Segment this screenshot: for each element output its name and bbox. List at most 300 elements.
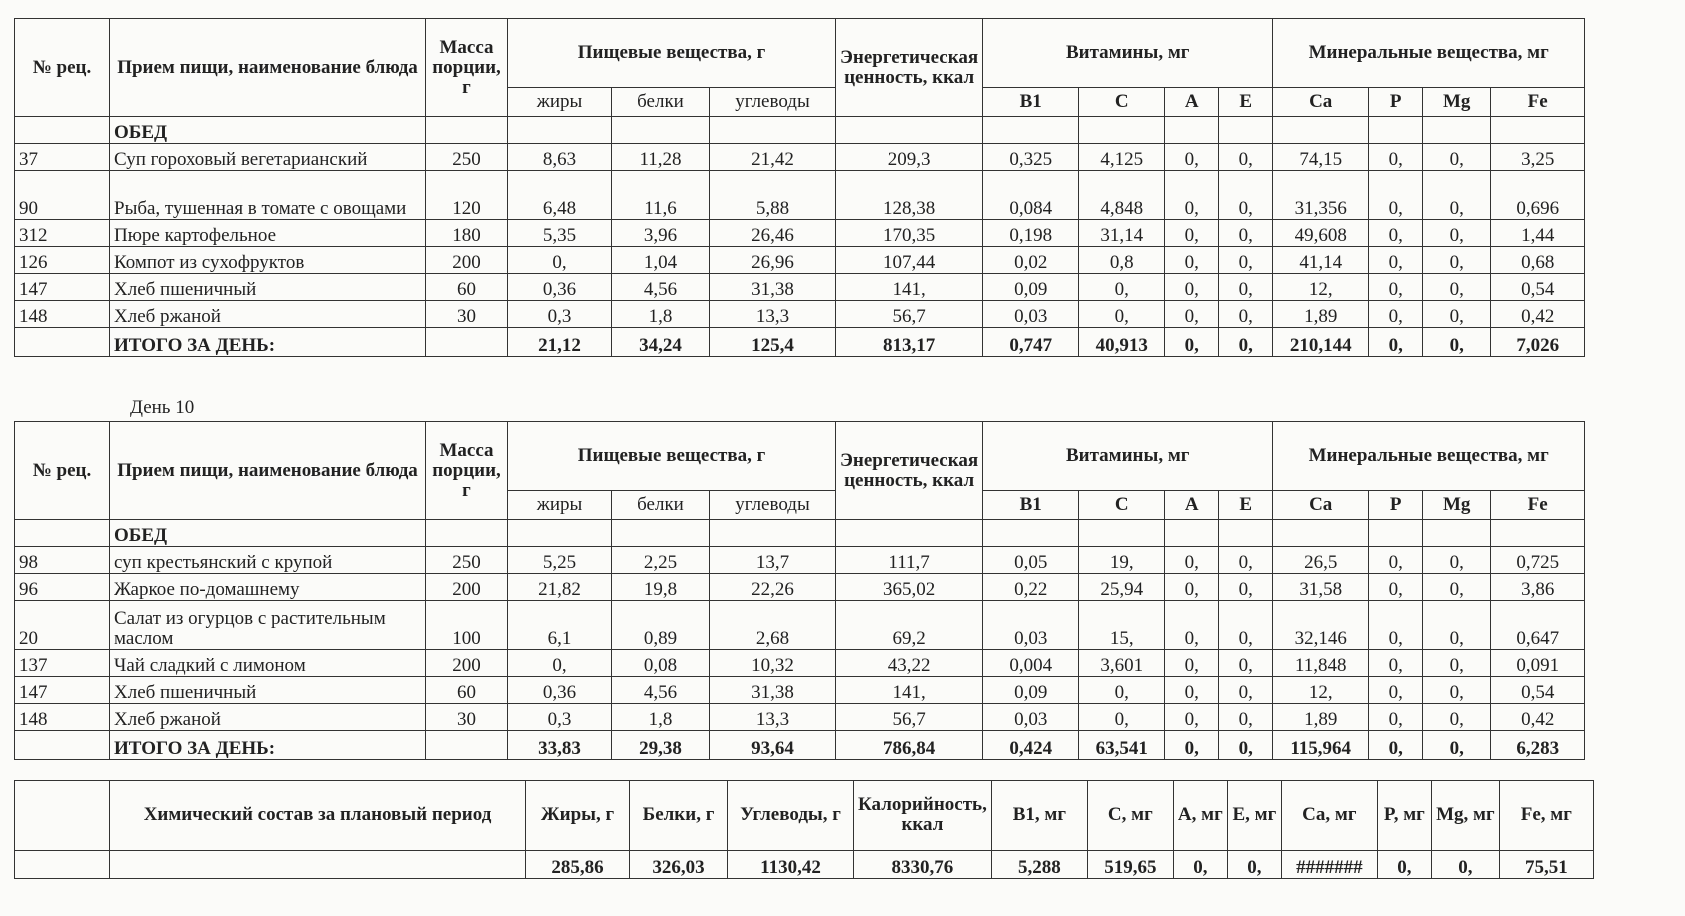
header-protein: белки: [612, 491, 710, 520]
header-energy: Энергетическая ценность, ккал: [836, 422, 983, 520]
cell: 141,: [836, 274, 983, 301]
header-p: P: [1369, 491, 1423, 520]
cell: 3,96: [612, 220, 710, 247]
table-row: [15, 247, 1585, 274]
section-blank: [15, 117, 110, 144]
cell: 3,86: [1491, 574, 1585, 601]
cell: Салат из огурцов с растительным маслом: [110, 601, 426, 650]
section-blank: [426, 117, 508, 144]
cell: 0,: [1219, 574, 1273, 601]
cell: 365,02: [836, 574, 983, 601]
cell: 0,091: [1491, 650, 1585, 677]
cell: 0,36: [508, 677, 612, 704]
cell: 0,004: [983, 650, 1079, 677]
cell: 0,: [1369, 301, 1423, 328]
cell: 4,56: [612, 677, 710, 704]
table-row: [15, 601, 1585, 650]
cell: 3,601: [1079, 650, 1165, 677]
summary-header: Mg, мг: [1431, 780, 1499, 850]
cell: 13,3: [710, 704, 836, 731]
header-mg: Mg: [1423, 491, 1491, 520]
header-protein: белки: [612, 88, 710, 117]
cell: 148: [15, 704, 110, 731]
summary-value: 519,65: [1087, 850, 1173, 878]
cell: 13,7: [710, 547, 836, 574]
header-carbs: углеводы: [710, 491, 836, 520]
total-cell: 29,38: [612, 731, 710, 760]
cell: 31,58: [1273, 574, 1369, 601]
header-ca: Ca: [1273, 88, 1369, 117]
cell: 0,: [1369, 144, 1423, 171]
cell: 0,: [1165, 220, 1219, 247]
total-cell: 0,747: [983, 328, 1079, 357]
header-meal: Прием пищи, наименование блюда: [110, 19, 426, 117]
cell: 148: [15, 301, 110, 328]
table-row: [15, 704, 1585, 731]
section-blank: [1369, 117, 1423, 144]
section-label: ОБЕД: [110, 117, 426, 144]
cell: 100: [426, 601, 508, 650]
cell: 31,14: [1079, 220, 1165, 247]
spacer: [15, 770, 1594, 780]
cell: 6,1: [508, 601, 612, 650]
cell: 1,89: [1273, 704, 1369, 731]
cell: суп крестьянский с крупой: [110, 547, 426, 574]
cell: 170,35: [836, 220, 983, 247]
cell: 0,: [1423, 704, 1491, 731]
cell: 2,25: [612, 547, 710, 574]
header-minerals: Минеральные вещества, мг: [1273, 19, 1585, 88]
cell: 0,198: [983, 220, 1079, 247]
total-cell: 786,84: [836, 731, 983, 760]
total-cell: 125,4: [710, 328, 836, 357]
summary-value: 0,: [1173, 850, 1227, 878]
header-a: A: [1165, 491, 1219, 520]
cell: 0,725: [1491, 547, 1585, 574]
header-fe: Fe: [1491, 491, 1585, 520]
cell: 0,: [1369, 274, 1423, 301]
cell: 0,: [1165, 574, 1219, 601]
summary-header: A, мг: [1173, 780, 1227, 850]
summary-header: Углеводы, г: [728, 780, 854, 850]
cell: 0,08: [612, 650, 710, 677]
summary-blank: [15, 850, 110, 878]
cell: Хлеб пшеничный: [110, 677, 426, 704]
table-row: [15, 574, 1585, 601]
header-a: A: [1165, 88, 1219, 117]
cell: 0,: [1369, 171, 1423, 220]
cell: 0,: [1369, 677, 1423, 704]
cell: 0,: [1219, 547, 1273, 574]
section-blank: [836, 520, 983, 547]
cell: 12,: [1273, 677, 1369, 704]
header-c: C: [1079, 88, 1165, 117]
cell: 200: [426, 574, 508, 601]
summary-blank: [15, 780, 110, 850]
section-blank: [710, 117, 836, 144]
cell: 0,: [1369, 601, 1423, 650]
total-cell: 115,964: [1273, 731, 1369, 760]
cell: 128,38: [836, 171, 983, 220]
cell: 0,22: [983, 574, 1079, 601]
section-blank: [1369, 520, 1423, 547]
cell: 98: [15, 547, 110, 574]
cell: 26,5: [1273, 547, 1369, 574]
cell: 0,54: [1491, 677, 1585, 704]
total-label: ИТОГО ЗА ДЕНЬ:: [110, 731, 426, 760]
total-cell: 63,541: [1079, 731, 1165, 760]
header-mg: Mg: [1423, 88, 1491, 117]
cell: 137: [15, 650, 110, 677]
header-vitamins: Витамины, мг: [983, 422, 1273, 491]
table-row: [15, 301, 1585, 328]
day-label: День 10: [130, 397, 195, 418]
cell: 141,: [836, 677, 983, 704]
cell: 26,96: [710, 247, 836, 274]
table-row: [15, 274, 1585, 301]
cell: 0,325: [983, 144, 1079, 171]
total-row: [15, 731, 1585, 760]
header-b1: B1: [983, 88, 1079, 117]
cell: 19,: [1079, 547, 1165, 574]
summary-value: 0,: [1431, 850, 1499, 878]
summary-value: #######: [1281, 850, 1377, 878]
total-blank: [15, 328, 110, 357]
cell: 0,89: [612, 601, 710, 650]
cell: 26,46: [710, 220, 836, 247]
cell: 30: [426, 704, 508, 731]
cell: 19,8: [612, 574, 710, 601]
cell: 0,: [1219, 601, 1273, 650]
cell: 0,8: [1079, 247, 1165, 274]
cell: 200: [426, 650, 508, 677]
cell: 1,89: [1273, 301, 1369, 328]
header-e: E: [1219, 88, 1273, 117]
total-cell: 0,: [1219, 731, 1273, 760]
header-energy: Энергетическая ценность, ккал: [836, 19, 983, 117]
cell: 0,: [1219, 220, 1273, 247]
total-cell: 93,64: [710, 731, 836, 760]
total-cell: 0,: [1369, 731, 1423, 760]
cell: 60: [426, 274, 508, 301]
cell: Компот из сухофруктов: [110, 247, 426, 274]
summary-grid: [14, 770, 1594, 879]
table2-grid: [14, 421, 1585, 760]
cell: 20: [15, 601, 110, 650]
total-cell: 0,: [1369, 328, 1423, 357]
section-blank: [1165, 117, 1219, 144]
cell: 0,: [1369, 547, 1423, 574]
cell: 0,: [1423, 301, 1491, 328]
table-row: [15, 144, 1585, 171]
summary-title: Химический состав за плановый период: [110, 780, 526, 850]
section-blank: [1165, 520, 1219, 547]
cell: 0,: [1423, 220, 1491, 247]
cell: 0,: [1423, 547, 1491, 574]
header-vitamins: Витамины, мг: [983, 19, 1273, 88]
cell: 0,: [1219, 274, 1273, 301]
header-fat: жиры: [508, 491, 612, 520]
cell: 0,: [1079, 301, 1165, 328]
cell: Хлеб пшеничный: [110, 274, 426, 301]
cell: 250: [426, 144, 508, 171]
total-blank: [15, 731, 110, 760]
cell: 0,09: [983, 677, 1079, 704]
cell: 0,3: [508, 301, 612, 328]
cell: 0,: [1165, 601, 1219, 650]
cell: 11,6: [612, 171, 710, 220]
cell: 0,: [1219, 144, 1273, 171]
cell: 56,7: [836, 704, 983, 731]
cell: 41,14: [1273, 247, 1369, 274]
section-label: ОБЕД: [110, 520, 426, 547]
cell: 120: [426, 171, 508, 220]
cell: 0,: [1219, 301, 1273, 328]
cell: Хлеб ржаной: [110, 704, 426, 731]
total-cell: 0,424: [983, 731, 1079, 760]
cell: Суп гороховый вегетарианский: [110, 144, 426, 171]
cell: 0,03: [983, 301, 1079, 328]
header-mass: Масса порции, г: [426, 422, 508, 520]
total-blank: [426, 731, 508, 760]
cell: 0,: [1423, 144, 1491, 171]
cell: 43,22: [836, 650, 983, 677]
total-blank: [426, 328, 508, 357]
cell: 0,02: [983, 247, 1079, 274]
table1-grid: [14, 18, 1585, 357]
summary-value: 285,86: [526, 850, 630, 878]
section-blank: [1423, 520, 1491, 547]
cell: 0,: [1423, 574, 1491, 601]
section-blank: [612, 520, 710, 547]
cell: 0,3: [508, 704, 612, 731]
total-cell: 210,144: [1273, 328, 1369, 357]
cell: 0,: [1423, 171, 1491, 220]
summary-header: Белки, г: [630, 780, 728, 850]
summary-value: 0,: [1227, 850, 1281, 878]
cell: Хлеб ржаной: [110, 301, 426, 328]
cell: 0,: [1219, 677, 1273, 704]
cell: 0,03: [983, 704, 1079, 731]
cell: 1,44: [1491, 220, 1585, 247]
header-fe: Fe: [1491, 88, 1585, 117]
cell: 107,44: [836, 247, 983, 274]
cell: 1,04: [612, 247, 710, 274]
cell: 0,: [1219, 704, 1273, 731]
header-rec: № рец.: [15, 422, 110, 520]
cell: 37: [15, 144, 110, 171]
cell: 15,: [1079, 601, 1165, 650]
cell: 0,05: [983, 547, 1079, 574]
cell: 147: [15, 677, 110, 704]
cell: 0,: [1165, 171, 1219, 220]
cell: 0,42: [1491, 301, 1585, 328]
cell: 0,: [1219, 650, 1273, 677]
table-row: [15, 650, 1585, 677]
table-row: [15, 547, 1585, 574]
cell: 31,38: [710, 677, 836, 704]
cell: 0,: [1165, 547, 1219, 574]
total-cell: 40,913: [1079, 328, 1165, 357]
cell: 0,: [1369, 220, 1423, 247]
cell: 0,: [1219, 171, 1273, 220]
table-row: [15, 220, 1585, 247]
total-cell: 34,24: [612, 328, 710, 357]
total-cell: 21,12: [508, 328, 612, 357]
section-blank: [983, 117, 1079, 144]
cell: 209,3: [836, 144, 983, 171]
cell: 0,: [1165, 247, 1219, 274]
summary-blank: [110, 850, 526, 878]
summary-header: E, мг: [1227, 780, 1281, 850]
cell: 6,48: [508, 171, 612, 220]
cell: 0,: [1369, 704, 1423, 731]
total-cell: 33,83: [508, 731, 612, 760]
cell: Жаркое по-домашнему: [110, 574, 426, 601]
cell: 21,42: [710, 144, 836, 171]
cell: 126: [15, 247, 110, 274]
summary-value: 1130,42: [728, 850, 854, 878]
cell: 1,8: [612, 704, 710, 731]
section-blank: [1079, 520, 1165, 547]
cell: 74,15: [1273, 144, 1369, 171]
cell: 0,42: [1491, 704, 1585, 731]
cell: 49,608: [1273, 220, 1369, 247]
header-p: P: [1369, 88, 1423, 117]
cell: 0,696: [1491, 171, 1585, 220]
summary-header: C, мг: [1087, 780, 1173, 850]
section-blank: [983, 520, 1079, 547]
cell: 22,26: [710, 574, 836, 601]
cell: 56,7: [836, 301, 983, 328]
summary-value: 0,: [1377, 850, 1431, 878]
summary-header: P, мг: [1377, 780, 1431, 850]
header-minerals: Минеральные вещества, мг: [1273, 422, 1585, 491]
section-blank: [1491, 117, 1585, 144]
section-blank: [836, 117, 983, 144]
header-b1: B1: [983, 491, 1079, 520]
cell: 0,: [1165, 677, 1219, 704]
cell: 12,: [1273, 274, 1369, 301]
section-blank: [612, 117, 710, 144]
cell: 3,25: [1491, 144, 1585, 171]
section-blank: [1273, 117, 1369, 144]
cell: 11,28: [612, 144, 710, 171]
cell: 0,: [1423, 650, 1491, 677]
section-blank: [15, 520, 110, 547]
cell: Чай сладкий с лимоном: [110, 650, 426, 677]
cell: 0,: [508, 247, 612, 274]
section-blank: [710, 520, 836, 547]
header-c: C: [1079, 491, 1165, 520]
cell: 180: [426, 220, 508, 247]
total-cell: 7,026: [1491, 328, 1585, 357]
summary-header: Калорийность, ккал: [854, 780, 992, 850]
summary-value: 326,03: [630, 850, 728, 878]
cell: 0,: [1369, 650, 1423, 677]
cell: 4,125: [1079, 144, 1165, 171]
cell: 200: [426, 247, 508, 274]
cell: 0,09: [983, 274, 1079, 301]
cell: 25,94: [1079, 574, 1165, 601]
cell: 4,848: [1079, 171, 1165, 220]
cell: 4,56: [612, 274, 710, 301]
cell: 21,82: [508, 574, 612, 601]
header-e: E: [1219, 491, 1273, 520]
cell: 0,: [1079, 274, 1165, 301]
cell: 147: [15, 274, 110, 301]
cell: 0,084: [983, 171, 1079, 220]
summary-value: 75,51: [1499, 850, 1593, 878]
header-fat: жиры: [508, 88, 612, 117]
total-cell: 0,: [1165, 328, 1219, 357]
cell: 5,88: [710, 171, 836, 220]
section-blank: [1219, 117, 1273, 144]
section-blank: [1273, 520, 1369, 547]
cell: Пюре картофельное: [110, 220, 426, 247]
total-cell: 6,283: [1491, 731, 1585, 760]
total-cell: 0,: [1423, 328, 1491, 357]
cell: 0,68: [1491, 247, 1585, 274]
section-blank: [1423, 117, 1491, 144]
cell: 0,: [1369, 574, 1423, 601]
cell: 32,146: [1273, 601, 1369, 650]
total-cell: 0,: [1423, 731, 1491, 760]
cell: 0,54: [1491, 274, 1585, 301]
cell: 0,: [1165, 650, 1219, 677]
cell: 13,3: [710, 301, 836, 328]
cell: 10,32: [710, 650, 836, 677]
cell: 0,: [1369, 247, 1423, 274]
total-cell: 813,17: [836, 328, 983, 357]
summary-value: 8330,76: [854, 850, 992, 878]
table-row: [15, 171, 1585, 220]
cell: 250: [426, 547, 508, 574]
cell: 31,38: [710, 274, 836, 301]
cell: 60: [426, 677, 508, 704]
cell: 5,35: [508, 220, 612, 247]
section-blank: [508, 520, 612, 547]
header-nutrients: Пищевые вещества, г: [508, 19, 836, 88]
header-rec: № рец.: [15, 19, 110, 117]
cell: 111,7: [836, 547, 983, 574]
cell: 0,: [1165, 274, 1219, 301]
section-blank: [426, 520, 508, 547]
header-nutrients: Пищевые вещества, г: [508, 422, 836, 491]
cell: 8,63: [508, 144, 612, 171]
cell: 0,: [1423, 677, 1491, 704]
cell: 0,36: [508, 274, 612, 301]
section-blank: [1491, 520, 1585, 547]
header-carbs: углеводы: [710, 88, 836, 117]
summary-header: Ca, мг: [1281, 780, 1377, 850]
summary-header: Fe, мг: [1499, 780, 1593, 850]
total-cell: 0,: [1165, 731, 1219, 760]
cell: 0,03: [983, 601, 1079, 650]
total-label: ИТОГО ЗА ДЕНЬ:: [110, 328, 426, 357]
section-blank: [1219, 520, 1273, 547]
section-blank: [1079, 117, 1165, 144]
cell: 1,8: [612, 301, 710, 328]
summary-header: B1, мг: [991, 780, 1087, 850]
summary-header: Жиры, г: [526, 780, 630, 850]
cell: 0,: [1165, 704, 1219, 731]
cell: 11,848: [1273, 650, 1369, 677]
cell: Рыба, тушенная в томате с овощами: [110, 171, 426, 220]
total-row: [15, 328, 1585, 357]
cell: 31,356: [1273, 171, 1369, 220]
cell: 2,68: [710, 601, 836, 650]
